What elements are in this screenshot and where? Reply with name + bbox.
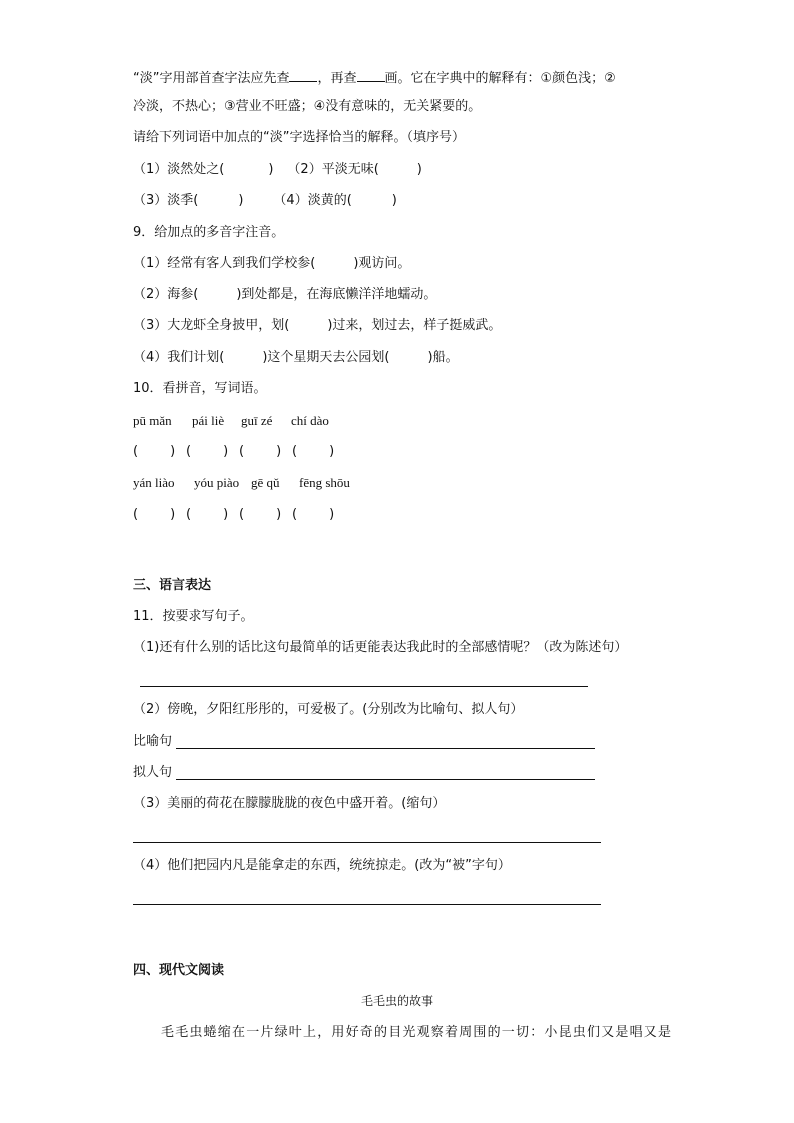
section-4-title: 四、现代文阅读 — [133, 963, 225, 978]
q10-answer-row-2 — [133, 506, 334, 524]
paren-close: ) — [416, 162, 422, 177]
q8-items-row1 — [133, 161, 422, 179]
q8-item-1: （1）淡然处之( — [133, 162, 225, 177]
q8-text: ，再查 — [317, 71, 357, 86]
q9-text: )到处都是，在海底懒洋洋地蠕动。 — [236, 287, 437, 302]
paren-close: ) — [268, 162, 274, 177]
answer-parens[interactable]: ( ) — [292, 444, 335, 459]
q11-sentence-4: （4）他们把园内凡是能拿走的东西，统统掠走。(改为“被”字句） — [133, 858, 511, 873]
answer-line[interactable] — [133, 842, 601, 843]
personification-row — [133, 764, 172, 782]
q8-item-4: （4）淡黄的( — [273, 193, 352, 208]
paren-close: ) — [238, 193, 244, 208]
pinyin-word: pū mǎn — [133, 413, 172, 428]
answer-parens[interactable]: ( ) — [239, 444, 282, 459]
q9-text: （3）大龙虾全身披甲，划( — [133, 318, 290, 333]
q11-sentence-1: （1)还有什么别的话比这句最简单的话更能表达我此时的全部感情呢？（改为陈述句） — [133, 640, 628, 655]
answer-line[interactable] — [176, 779, 595, 780]
paren-close: ) — [391, 193, 397, 208]
radical-blank[interactable] — [289, 67, 317, 82]
answer-line[interactable] — [176, 748, 595, 749]
q9-text: （1）经常有客人到我们学校参( — [133, 256, 316, 271]
answer-parens[interactable]: ( ) — [133, 444, 176, 459]
simile-label: 比喻句 — [133, 734, 173, 749]
q11-title: 11．按要求写句子。 — [133, 609, 254, 624]
q8-item-2: （2）平淡无味( — [287, 162, 379, 177]
q10-answer-row-1 — [133, 443, 334, 461]
story-title: 毛毛虫的故事 — [360, 994, 433, 1008]
answer-parens[interactable]: ( ) — [133, 507, 176, 522]
q9-sentence-3 — [133, 317, 501, 335]
pinyin-word: yóu piào — [194, 475, 240, 490]
q11-sentence-3: （3）美丽的荷花在朦朦胧胧的夜色中盛开着。(缩句） — [133, 796, 446, 811]
q8-line1 — [133, 67, 616, 88]
q9-text: （4）我们计划( — [133, 350, 225, 365]
answer-parens[interactable]: ( ) — [292, 507, 335, 522]
q9-text: )过来，划过去，样子挺威武。 — [327, 318, 502, 333]
q9-title: 9．给加点的多音字注音。 — [133, 225, 285, 240]
pinyin-word: pái liè — [192, 413, 225, 428]
q9-sentence-2 — [133, 286, 436, 304]
q9-sentence-1 — [133, 255, 410, 273]
pinyin-word: chí dào — [291, 413, 329, 428]
q9-sentence-4 — [133, 349, 459, 367]
stroke-count-blank[interactable] — [357, 67, 385, 82]
q10-pinyin-row-1 — [133, 412, 329, 430]
q8-items-row2 — [133, 192, 397, 210]
section-3-title: 三、语言表达 — [133, 578, 212, 593]
pinyin-word: gē qǔ — [251, 475, 280, 490]
q10-title: 10．看拼音，写词语。 — [133, 381, 267, 396]
answer-line[interactable] — [133, 904, 601, 905]
story-paragraph: 毛毛虫蜷缩在一片绿叶上，用好奇的目光观察着周围的一切：小昆虫们又是唱又是 — [161, 1025, 673, 1040]
q9-text: )观访问。 — [353, 256, 411, 271]
q8-item-3: （3）淡季( — [133, 193, 199, 208]
q11-sentence-2: （2）傍晚，夕阳红彤彤的，可爱极了。(分别改为比喻句、拟人句） — [133, 702, 524, 717]
pinyin-word: fēng shōu — [299, 475, 350, 490]
q10-pinyin-row-2 — [133, 474, 350, 492]
q8-text: “淡”字用部首查字法应先查 — [133, 71, 290, 86]
pinyin-word: yán liào — [133, 475, 175, 490]
q8-line2: 冷淡，不热心；③营业不旺盛；④没有意味的，无关紧要的。 — [133, 99, 482, 114]
personification-label: 拟人句 — [133, 765, 173, 780]
answer-line[interactable] — [140, 686, 588, 687]
answer-parens[interactable]: ( ) — [186, 444, 229, 459]
q9-text: )船。 — [427, 350, 459, 365]
answer-parens[interactable]: ( ) — [239, 507, 282, 522]
q9-text: )这个星期天去公园划( — [262, 350, 390, 365]
q9-text: （2）海参( — [133, 287, 199, 302]
q8-line3: 请给下列词语中加点的“淡”字选择恰当的解释。（填序号） — [133, 130, 465, 145]
q8-text: 画。它在字典中的解释有：①颜色浅；② — [384, 71, 616, 86]
answer-parens[interactable]: ( ) — [186, 507, 229, 522]
pinyin-word: guī zé — [241, 413, 273, 428]
simile-row — [133, 733, 172, 751]
